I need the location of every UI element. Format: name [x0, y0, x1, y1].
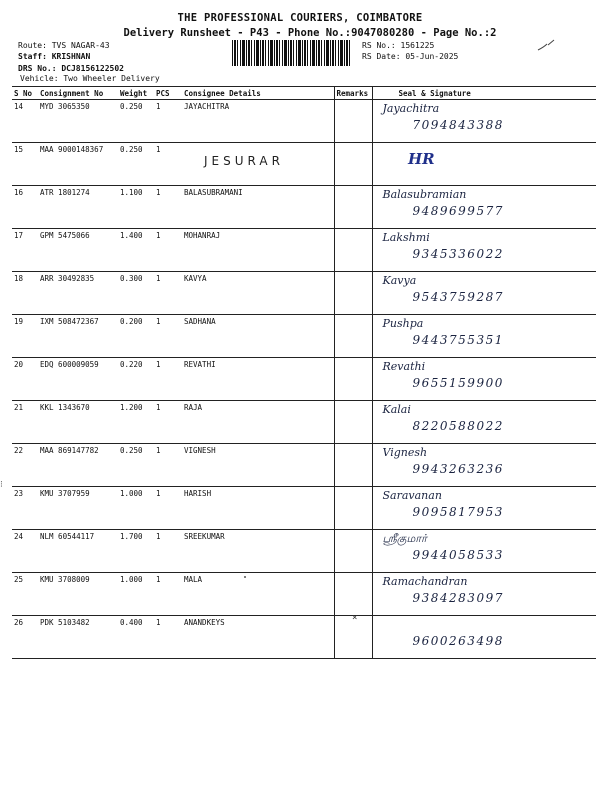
- cell-consignment: KMU 3708009: [38, 573, 118, 616]
- signature-name: ஸ்ரீகுமார்: [382, 532, 427, 545]
- rs-no-line: [362, 41, 434, 50]
- cell-pcs: 1: [154, 530, 182, 573]
- cell-consignee: BALASUBRAMANI: [182, 186, 334, 229]
- cell-pcs: 1: [154, 444, 182, 487]
- cell-signature: [372, 401, 596, 444]
- col-header-sno: S No: [12, 87, 38, 100]
- document-title: THE PROFESSIONAL COURIERS, COIMBATORE: [177, 12, 423, 24]
- cell-remarks: [334, 487, 372, 530]
- cell-weight: 0.400: [118, 616, 154, 659]
- signature-phone: 9600263498: [412, 634, 504, 648]
- cell-signature: [372, 229, 596, 272]
- staff-value: KRISHNAN: [51, 52, 91, 61]
- cell-signature: [372, 487, 596, 530]
- cell-consignee: MALA: [182, 573, 334, 616]
- edge-mark: ⁝: [0, 480, 3, 490]
- cell-pcs: 1: [154, 143, 182, 186]
- cell-pcs: 1: [154, 100, 182, 143]
- route-value: TVS NAGAR-43: [51, 41, 110, 50]
- staff-line: [18, 52, 90, 61]
- cell-pcs: 1: [154, 186, 182, 229]
- cell-sno: 24: [12, 530, 38, 573]
- signature-phone: 8220588022: [412, 419, 504, 433]
- cell-weight: 0.300: [118, 272, 154, 315]
- table-row: [12, 143, 596, 186]
- cell-pcs: 1: [154, 229, 182, 272]
- table-row: [12, 100, 596, 143]
- col-header-remarks: Remarks: [334, 87, 372, 100]
- cell-consignee: MOHANRAJ: [182, 229, 334, 272]
- cell-pcs: 1: [154, 315, 182, 358]
- cell-consignee: RAJA: [182, 401, 334, 444]
- cell-weight: 0.220: [118, 358, 154, 401]
- cell-consignment: IXM 508472367: [38, 315, 118, 358]
- cell-weight: 1.000: [118, 487, 154, 530]
- rs-date-label: RS Date:: [362, 52, 401, 61]
- cell-consignment: KKL 1343670: [38, 401, 118, 444]
- cell-consignee: VIGNESH: [182, 444, 334, 487]
- cell-signature: [372, 530, 596, 573]
- cell-signature: [372, 616, 596, 659]
- cell-signature: [372, 573, 596, 616]
- signature-name: Pushpa: [382, 317, 424, 330]
- cell-sno: 22: [12, 444, 38, 487]
- signature-phone: 9655159900: [412, 376, 504, 390]
- table-row: [12, 229, 596, 272]
- cell-consignment: MAA 9000148367: [38, 143, 118, 186]
- signature-phone: 9944058533: [412, 548, 504, 562]
- col-header-weight: Weight: [118, 87, 154, 100]
- drs-label: DRS No.:: [18, 64, 57, 73]
- table-row: [12, 616, 596, 659]
- cell-pcs: 1: [154, 487, 182, 530]
- table-row: [12, 444, 596, 487]
- cell-pcs: 1: [154, 573, 182, 616]
- cell-pcs: 1: [154, 358, 182, 401]
- cell-consignment: ATR 1801274: [38, 186, 118, 229]
- signature-name: Kavya: [382, 274, 417, 287]
- cell-sno: 25: [12, 573, 38, 616]
- cell-consignment: GPM 5475066: [38, 229, 118, 272]
- cell-weight: 1.700: [118, 530, 154, 573]
- cell-sno: 23: [12, 487, 38, 530]
- table-row: [12, 487, 596, 530]
- cell-signature: [372, 143, 596, 186]
- handwritten-consignee-note: JESURAR: [204, 154, 284, 168]
- signature-name: Vignesh: [382, 446, 428, 459]
- cell-consignment: KMU 3707959: [38, 487, 118, 530]
- cell-weight: 0.250: [118, 100, 154, 143]
- cell-consignment: ARR 30492835: [38, 272, 118, 315]
- vehicle-line: [20, 74, 160, 83]
- signature-name: Balasubramian: [382, 188, 467, 201]
- cell-consignee: REVATHI: [182, 358, 334, 401]
- cell-remarks: [334, 186, 372, 229]
- staff-label: Staff:: [18, 52, 47, 61]
- cell-signature: [372, 100, 596, 143]
- cell-signature: [372, 358, 596, 401]
- cell-consignee: SREEKUMAR: [182, 530, 334, 573]
- cell-consignee: KAVYA: [182, 272, 334, 315]
- signature-name: Lakshmi: [382, 231, 430, 244]
- signature-name: Saravanan: [382, 489, 442, 502]
- cell-signature: [372, 444, 596, 487]
- cell-remarks: [334, 401, 372, 444]
- signature-phone: 9943263236: [412, 462, 504, 476]
- cell-sno: 17: [12, 229, 38, 272]
- cell-weight: 0.250: [118, 444, 154, 487]
- cell-pcs: 1: [154, 272, 182, 315]
- signature-name: Jayachitra: [382, 102, 440, 115]
- cell-sno: 20: [12, 358, 38, 401]
- cell-weight: 1.000: [118, 573, 154, 616]
- cell-weight: 0.250: [118, 143, 154, 186]
- cell-signature: [372, 272, 596, 315]
- cell-weight: 1.400: [118, 229, 154, 272]
- signature-phone: 7094843388: [412, 118, 504, 132]
- signature-name: Revathi: [382, 360, 426, 373]
- cell-sno: 21: [12, 401, 38, 444]
- cell-consignment: NLM 60544117: [38, 530, 118, 573]
- cell-consignment: MYD 3065350: [38, 100, 118, 143]
- cell-remarks: [334, 143, 372, 186]
- table-row: [12, 186, 596, 229]
- col-header-signature: Seal & Signature: [372, 87, 596, 100]
- col-header-consignee: Consignee Details: [182, 87, 334, 100]
- signature-name: Kalai: [382, 403, 411, 416]
- table-row: [12, 272, 596, 315]
- remark-cross-mark: ×: [352, 613, 358, 623]
- cell-remarks: [334, 229, 372, 272]
- table-row: [12, 315, 596, 358]
- drs-value: DCJ8156122502: [61, 64, 124, 73]
- cell-consignment: EDQ 600009059: [38, 358, 118, 401]
- rs-no-value: 1561225: [400, 41, 435, 50]
- cell-remarks: [334, 315, 372, 358]
- cell-weight: 0.200: [118, 315, 154, 358]
- cell-remarks: [334, 444, 372, 487]
- cell-signature: [372, 186, 596, 229]
- cell-sno: 14: [12, 100, 38, 143]
- barcode-image: [232, 40, 350, 66]
- handwritten-initials-signature: HR: [408, 150, 435, 168]
- cell-remarks: [334, 272, 372, 315]
- cell-remarks: [334, 530, 372, 573]
- pen-scribble-mark: [536, 38, 558, 52]
- route-line: [18, 41, 110, 50]
- signature-phone: 9095817953: [412, 505, 504, 519]
- cell-remarks: [334, 573, 372, 616]
- route-label: Route:: [18, 41, 47, 50]
- ink-dot: [244, 576, 246, 578]
- cell-weight: 1.200: [118, 401, 154, 444]
- table-header-row: [12, 87, 596, 100]
- rs-date-line: [362, 52, 458, 61]
- runsheet-table: [12, 86, 596, 659]
- cell-remarks: [334, 358, 372, 401]
- cell-sno: 26: [12, 616, 38, 659]
- rs-no-label: RS No.:: [362, 41, 396, 50]
- col-header-pcs: PCS: [154, 87, 182, 100]
- signature-phone: 9543759287: [412, 290, 504, 304]
- cell-consignee: HARISH: [182, 487, 334, 530]
- table-row: [12, 530, 596, 573]
- cell-consignee: SADHANA: [182, 315, 334, 358]
- drs-line: [18, 64, 124, 73]
- col-header-consignment: Consignment No: [38, 87, 118, 100]
- table-row: [12, 358, 596, 401]
- cell-consignee: JAYACHITRA: [182, 100, 334, 143]
- cell-signature: [372, 315, 596, 358]
- vehicle-value: Two Wheeler Delivery: [63, 74, 160, 83]
- vehicle-label: Vehicle:: [20, 74, 59, 83]
- document-subtitle: Delivery Runsheet - P43 - Phone No.:9047080280 - Page No.:2: [123, 27, 497, 39]
- table-row: [12, 573, 596, 616]
- signature-phone: 9489699577: [412, 204, 504, 218]
- cell-sno: 19: [12, 315, 38, 358]
- cell-sno: 18: [12, 272, 38, 315]
- cell-sno: 16: [12, 186, 38, 229]
- signature-phone: 9384283097: [412, 591, 504, 605]
- cell-weight: 1.100: [118, 186, 154, 229]
- signature-phone: 9443755351: [412, 333, 504, 347]
- signature-name: Ramachandran: [382, 575, 468, 588]
- cell-consignment: MAA 869147782: [38, 444, 118, 487]
- cell-pcs: 1: [154, 401, 182, 444]
- cell-consignee: ANANDKEYS: [182, 616, 334, 659]
- cell-pcs: 1: [154, 616, 182, 659]
- cell-sno: 15: [12, 143, 38, 186]
- signature-phone: 9345336022: [412, 247, 504, 261]
- cell-remarks: [334, 100, 372, 143]
- cell-consignment: PDK 5103482: [38, 616, 118, 659]
- rs-date-value: 05-Jun-2025: [405, 52, 459, 61]
- table-row: [12, 401, 596, 444]
